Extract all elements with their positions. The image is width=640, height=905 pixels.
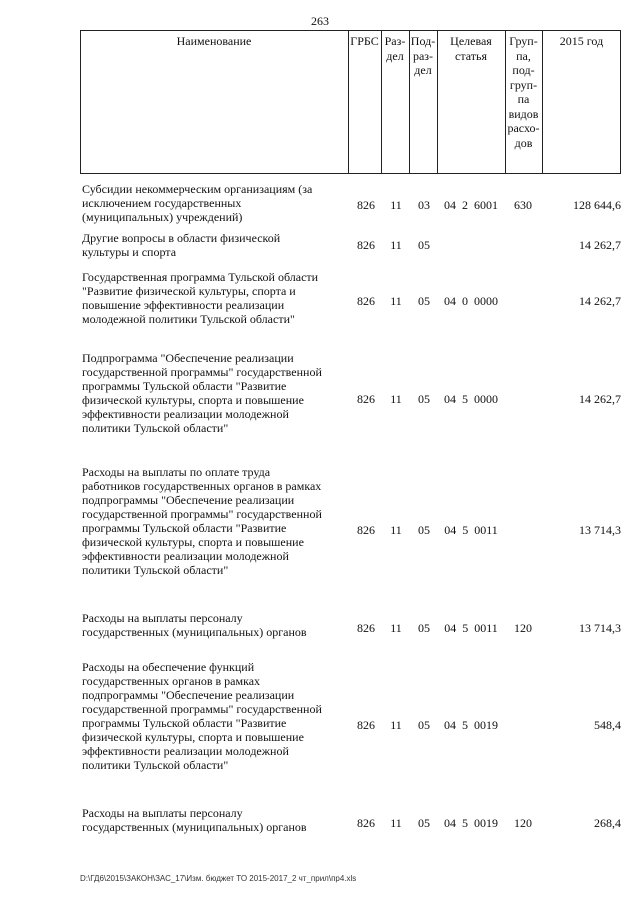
page-number: 263: [311, 14, 329, 28]
row-razdel: 11: [390, 523, 402, 537]
row-name: Другие вопросы в области физической культуры и спорта: [82, 231, 281, 259]
row-amount: 14 262,7: [579, 392, 621, 406]
row-razdel: 11: [390, 621, 402, 635]
header-razdel: Раз- дел: [384, 34, 406, 63]
header-grbs: ГРБС: [350, 34, 379, 48]
row-name: Расходы на обеспечение функций государственных органов в рамках подпрограммы "Обеспечение реализации государственной программы" государственной программы Тульской области "Развитие физической культуры, спорта и повышение эффективности реализации молодежной политики Тульской области": [82, 660, 322, 772]
row-target: 04 5 0019: [444, 718, 498, 732]
row-grbs: 826: [357, 816, 375, 830]
header-target: Целевая статья: [450, 34, 492, 63]
row-grbs: 826: [357, 718, 375, 732]
row-target: 04 5 0011: [444, 523, 498, 537]
row-razdel: 11: [390, 718, 402, 732]
row-razdel: 11: [390, 816, 402, 830]
row-target: 04 5 0000: [444, 392, 498, 406]
row-grbs: 826: [357, 238, 375, 252]
row-amount: 14 262,7: [579, 238, 621, 252]
row-amount: 13 714,3: [579, 523, 621, 537]
row-name: Государственная программа Тульской области "Развитие физической культуры, спорта и повышение эффективности реализации молодежной политики Тульской области": [82, 270, 319, 326]
row-name: Подпрограмма "Обеспечение реализации государственной программы" государственной программы Тульской области "Развитие физической культуры, спорта и повышение эффективности реализации молодежной политики Тульской области": [82, 351, 322, 435]
row-target: 04 2 6001: [444, 198, 498, 212]
row-razdel: 11: [390, 294, 402, 308]
row-name: Расходы на выплаты персоналу государственных (муниципальных) органов: [82, 611, 307, 639]
row-target: 04 5 0019: [444, 816, 498, 830]
header-podrazdel: Под- раз- дел: [410, 34, 436, 77]
row-target: 04 0 0000: [444, 294, 498, 308]
row-name: Расходы на выплаты персоналу государственных (муниципальных) органов: [82, 806, 307, 834]
row-grbs: 826: [357, 198, 375, 212]
row-amount: 548,4: [594, 718, 621, 732]
row-podrazdel: 05: [418, 621, 430, 635]
footer-file-path: D:\ГД6\2015\ЗАКОН\ЗАС_17\Изм. бюджет ТО 2015-2017_2 чт_прил\пр4.xls: [80, 874, 357, 883]
column-divider: [348, 30, 349, 174]
row-group: 120: [514, 621, 532, 635]
row-razdel: 11: [390, 392, 402, 406]
row-name: Расходы на выплаты по оплате труда работников государственных органов в рамках подпрограммы "Обеспечение реализации государственной программы" государственной программы Тульской области "Развитие физической культуры, спорта и повышение эффективности реализации молодежной политики Тульской области": [82, 465, 322, 577]
row-podrazdel: 05: [418, 392, 430, 406]
row-podrazdel: 05: [418, 238, 430, 252]
row-group: 630: [514, 198, 532, 212]
row-razdel: 11: [390, 198, 402, 212]
header-year: 2015 год: [559, 34, 604, 48]
row-grbs: 826: [357, 392, 375, 406]
row-group: 120: [514, 816, 532, 830]
row-amount: 268,4: [594, 816, 621, 830]
row-name: Субсидии некоммерческим организациям (за исключением государственных (муниципальных) учреждений): [82, 182, 313, 224]
column-divider: [542, 30, 543, 174]
row-target: 04 5 0011: [444, 621, 498, 635]
row-podrazdel: 05: [418, 294, 430, 308]
header-name: Наименование: [176, 34, 252, 48]
row-podrazdel: 05: [418, 523, 430, 537]
row-razdel: 11: [390, 238, 402, 252]
row-podrazdel: 05: [418, 718, 430, 732]
row-grbs: 826: [357, 294, 375, 308]
row-amount: 128 644,6: [573, 198, 621, 212]
row-amount: 14 262,7: [579, 294, 621, 308]
row-grbs: 826: [357, 621, 375, 635]
row-grbs: 826: [357, 523, 375, 537]
row-podrazdel: 03: [418, 198, 430, 212]
row-podrazdel: 05: [418, 816, 430, 830]
row-amount: 13 714,3: [579, 621, 621, 635]
header-group: Груп- па, под- груп- па видов расхо- дов: [507, 34, 540, 150]
